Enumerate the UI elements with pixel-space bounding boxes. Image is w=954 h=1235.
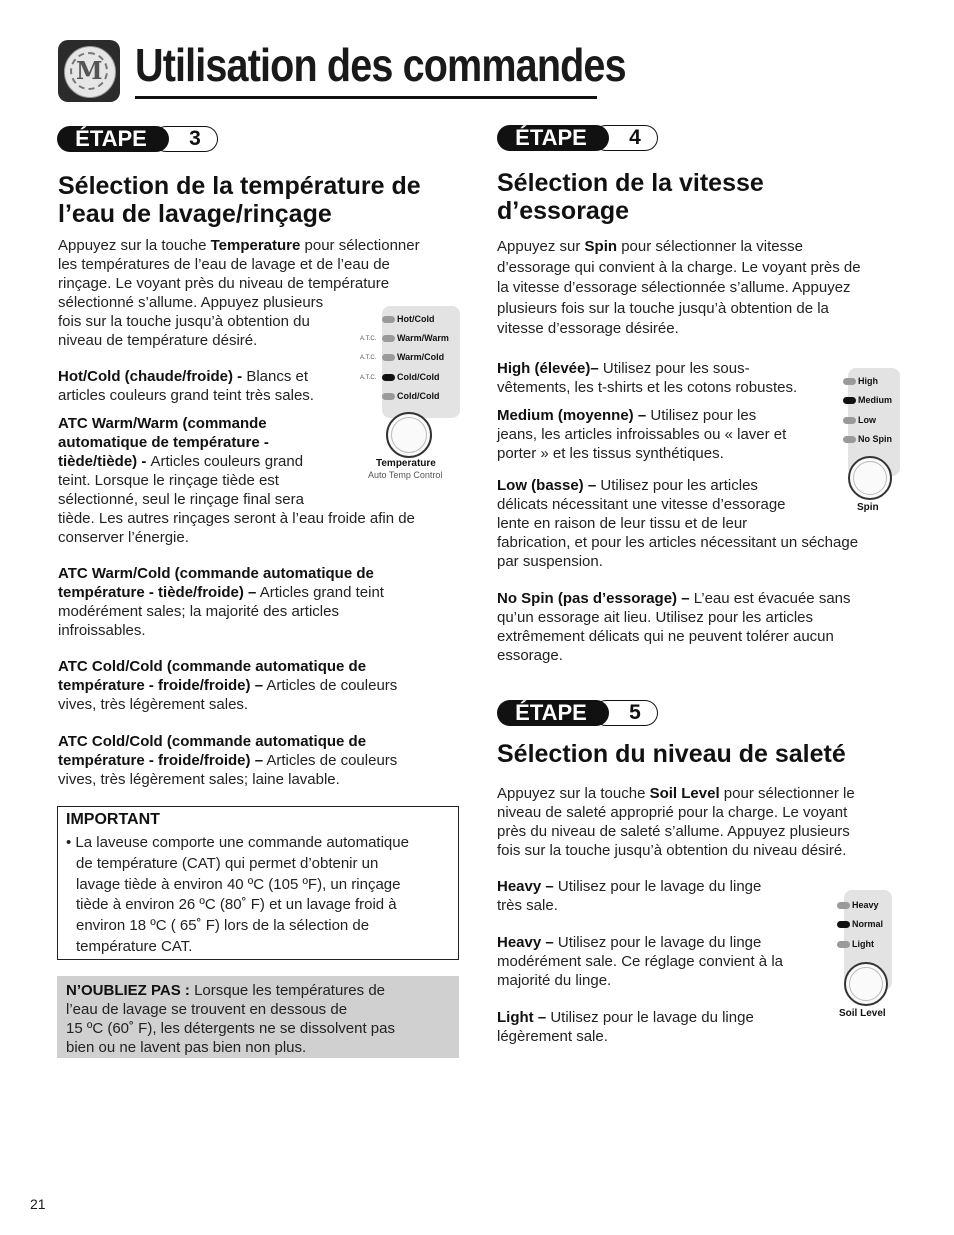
temperature-button[interactable] [386, 412, 432, 458]
step-5-badge: ÉTAPE 5 [497, 700, 659, 726]
control-knob-logo: M [58, 40, 120, 102]
spin-button-label: Spin [857, 502, 879, 513]
spin-high-desc: High (élevée)– Utilisez pour les sous- vêtements, les t-shirts et les cotons robustes. [497, 360, 798, 396]
soil-light-desc: Light – Utilisez pour le lavage du linge légèrement sale. [497, 1009, 754, 1045]
spin-panel [840, 368, 900, 518]
soil-heavy-desc-2: Heavy – Utilisez pour le lavage du linge modérément sale. Ce réglage convient à la majorité du linge. [497, 934, 783, 989]
led-cold-cold [382, 393, 395, 400]
spin-low-desc: Low (basse) – Utilisez pour les articles délicats nécessitant une vitesse d’essorage lente en raison de leur tissu et de leur fabrication, et pour les articles nécessitant un séchage par suspension. [497, 477, 859, 570]
step-4-badge: ÉTAPE 4 [497, 125, 659, 151]
spin-option-label: No Spin [858, 434, 892, 444]
step-3-title: Sélection de la température de l’eau de lavage/rinçage [58, 172, 421, 228]
spin-button[interactable] [848, 456, 892, 500]
led-heavy [837, 902, 850, 909]
auto-temp-control-label: Auto Temp Control [368, 470, 443, 480]
led-atc-cold-cold-selected [382, 374, 395, 381]
remember-box [57, 976, 459, 1058]
important-text: • La laveuse comporte une commande automatique de température (CAT) qui permet d’obtenir un lavage tiède à environ 40 ºC (105 ºF), un rinçage tiède à environ 26 ºC (80˚ F) et un lavage froid à environ 18 ºC ( 65˚ F) lors de la sélection de température CAT. [66, 834, 409, 955]
led-no-spin [843, 436, 856, 443]
title-underline [135, 96, 597, 99]
important-box [57, 806, 459, 960]
soil-option-label: Normal [852, 919, 884, 929]
step-3-badge: ÉTAPE 3 [57, 126, 219, 152]
remember-text: N’OUBLIEZ PAS : Lorsque les températures de l’eau de lavage se trouvent en dessous de 15 ºC (60˚ F), les détergents ne se dissolvent pas bien ou ne lavent pas bien non plus. [66, 982, 395, 1056]
led-high [843, 378, 856, 385]
temp-option-label: Hot/Cold [397, 314, 435, 324]
led-warm-warm [382, 335, 395, 342]
temperature-panel [360, 306, 460, 486]
led-normal-selected [837, 921, 850, 928]
spin-option-label: Medium [858, 395, 893, 405]
temp-option-label: Cold/Cold [397, 391, 440, 401]
temp-option-label: Cold/Cold [397, 372, 440, 382]
step-4-title: Sélection de la vitesse d’essorage [497, 169, 764, 225]
page-number: 21 [30, 1196, 46, 1212]
page-title: Utilisation des commandes [135, 39, 626, 91]
soil-option-label: Heavy [852, 900, 879, 910]
temperature-button-label: Temperature [376, 458, 436, 469]
spin-option-label: High [858, 376, 878, 386]
atc-warm-cold-desc: ATC Warm/Cold (commande automatique de température - tiède/froide) – Articles grand teint modérément sales; la majorité des articles infroissables. [58, 565, 384, 639]
step-5-title: Sélection du niveau de saleté [497, 740, 846, 768]
atc-label: A.T.C. [360, 355, 377, 361]
step-5-intro: Appuyez sur la touche Soil Level pour sélectionner le niveau de saleté approprié pour la charge. Le voyant près du niveau de saleté s’allume. Appuyez plusieurs fois sur la touche jusqu’à obtention du niveau désiré. [497, 785, 855, 859]
important-heading: IMPORTANT [66, 811, 160, 828]
atc-cold-cold-desc-2: ATC Cold/Cold (commande automatique de température - froide/froide) – Articles de couleurs vives, très légèrement sales; laine lavable. [58, 733, 398, 788]
soil-option-label: Light [852, 939, 874, 949]
led-medium-selected [843, 397, 856, 404]
step-3-intro: Appuyez sur la touche Temperature pour sélectionner les températures de l’eau de lavage et de l’eau de rinçage. Le voyant près du niveau de température sélectionné s’allume. Appuyez plusieurs fois sur la touche jusqu’à obtention du niveau de température désiré. [58, 237, 420, 349]
led-warm-cold [382, 354, 395, 361]
hot-cold-desc: Hot/Cold (chaude/froide) - Blancs et articles couleurs grand teint très sales. [58, 368, 314, 404]
no-spin-desc: No Spin (pas d’essorage) – L’eau est évacuée sans qu’un essorage ait lieu. Utilisez pour les articles extrêmement délicats qui ne peuvent tolérer aucun essorage. [497, 590, 851, 664]
atc-label: A.T.C. [360, 375, 377, 381]
temp-option-label: Warm/Warm [397, 333, 449, 343]
soil-level-panel [834, 890, 904, 1025]
led-light [837, 941, 850, 948]
soil-level-button-label: Soil Level [839, 1008, 886, 1019]
soil-level-button[interactable] [844, 962, 888, 1006]
soil-heavy-desc-1: Heavy – Utilisez pour le lavage du linge très sale. [497, 878, 762, 914]
atc-warm-warm-desc: ATC Warm/Warm (commande automatique de température - tiède/tiède) - Articles couleurs grand teint. Lorsque le rinçage tiède est sélectionné, seul le rinçage final sera tiède. Les autres rinçages seront à l’eau froide afin de conserver l’énergie. [58, 415, 415, 546]
led-hot-cold [382, 316, 395, 323]
led-low [843, 417, 856, 424]
temp-option-label: Warm/Cold [397, 352, 445, 362]
atc-cold-cold-desc-1: ATC Cold/Cold (commande automatique de température - froide/froide) – Articles de couleurs vives, très légèrement sales. [58, 658, 398, 713]
atc-label: A.T.C. [360, 336, 377, 342]
spin-option-label: Low [858, 415, 876, 425]
spin-medium-desc: Medium (moyenne) – Utilisez pour les jeans, les articles infroissables ou « laver et porter » et les tissus synthétiques. [497, 407, 787, 462]
step-4-intro: Appuyez sur Spin pour sélectionner la vitesse d’essorage qui convient à la charge. Le voyant près de la vitesse d’essorage sélectionnée s’allume. Appuyez plusieurs fois sur la touche jusqu’à obtention de la vitesse d’essorage désirée. [497, 238, 861, 337]
